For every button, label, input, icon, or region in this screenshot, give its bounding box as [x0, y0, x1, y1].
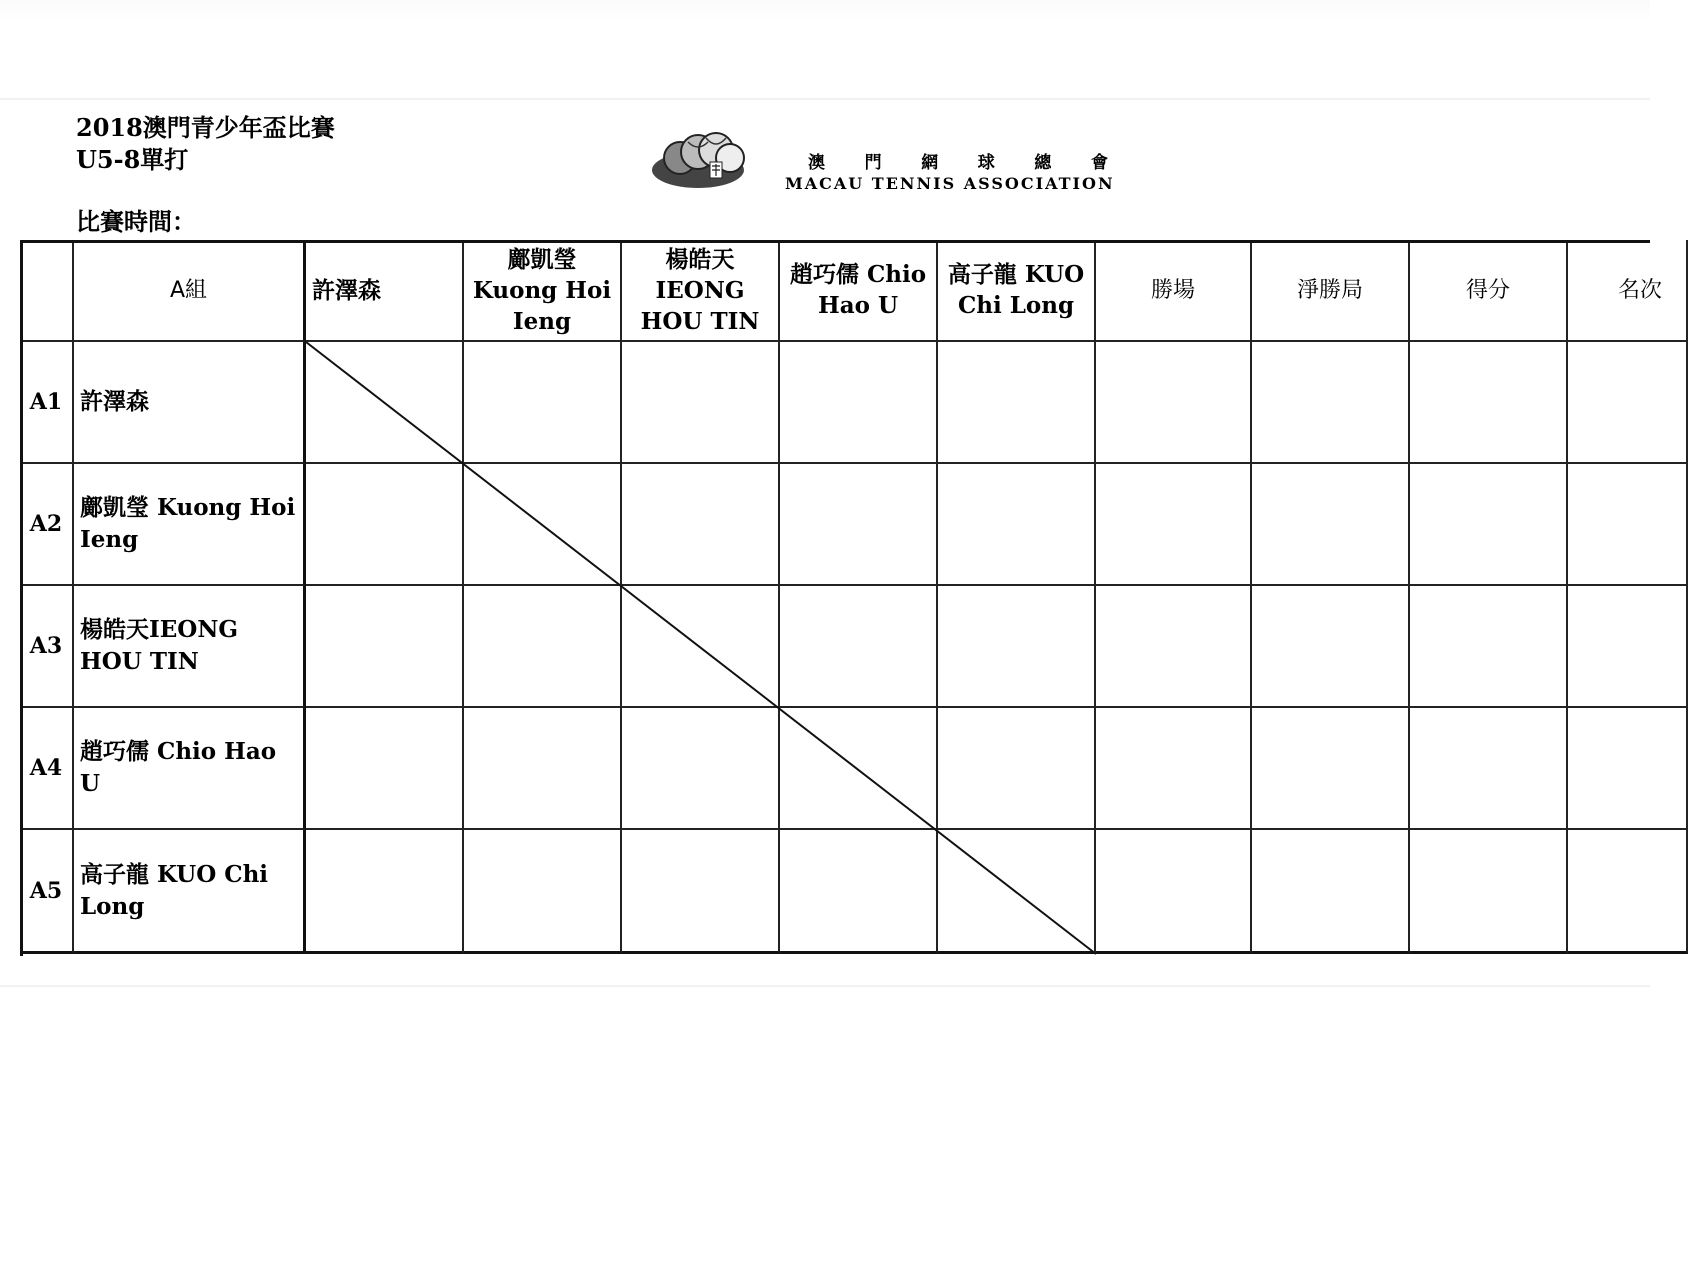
score-cell: [780, 464, 938, 586]
net-games-cell: [1252, 342, 1410, 464]
table-header-row: [20, 240, 1663, 342]
org-cn-char: 門: [864, 153, 882, 173]
round-robin-table: [20, 240, 1663, 956]
opponent-header-label: 趙巧儒 Chio Hao U: [789, 261, 927, 319]
score-cell: [306, 708, 464, 830]
summary-header-label: 勝場: [1150, 277, 1195, 303]
summary-header-net-games: [1252, 240, 1410, 342]
opponent-header-label: 許澤森: [312, 276, 381, 304]
player-name-cell: [74, 830, 306, 954]
score-cell: [622, 830, 780, 954]
org-cn-char: 會: [1090, 153, 1108, 173]
player-row-a5: [20, 830, 1650, 954]
score-cell: [622, 464, 780, 586]
opponent-header-2: [464, 240, 622, 342]
rank-cell: [1568, 586, 1688, 708]
group-label-cell: [74, 240, 306, 342]
net-games-cell: [1252, 586, 1410, 708]
tennis-balls-logo-icon: [650, 128, 750, 192]
summary-header-label: 得分: [1465, 277, 1510, 303]
net-games-cell: [1252, 830, 1410, 954]
summary-header-label: 淨勝局: [1296, 277, 1363, 303]
score-cell: [306, 342, 464, 464]
score-cell: [780, 830, 938, 954]
summary-header-label: 名次: [1618, 277, 1663, 303]
opponent-header-label: 高子龍 KUO Chi Long: [947, 261, 1085, 319]
opponent-header-4: [780, 240, 938, 342]
rank-cell: [1568, 708, 1688, 830]
score-cell: [938, 464, 1096, 586]
score-cell: [780, 586, 938, 708]
scan-line: [0, 98, 1650, 100]
score-cell: [464, 586, 622, 708]
summary-header-rank: [1568, 240, 1688, 342]
score-cell: [464, 342, 622, 464]
summary-header-points: [1410, 240, 1568, 342]
wins-cell: [1096, 708, 1252, 830]
category-title: U5-8單打: [76, 145, 189, 174]
score-cell: [780, 708, 938, 830]
points-cell: [1410, 464, 1568, 586]
rank-cell: [1568, 830, 1688, 954]
header-corner-cell: [20, 240, 74, 342]
player-id-cell: [20, 342, 74, 464]
player-name-cell: [74, 342, 306, 464]
rank-cell: [1568, 464, 1688, 586]
score-cell: [622, 708, 780, 830]
opponent-header-5: [938, 240, 1096, 342]
opponent-header-3: [622, 240, 780, 342]
rank-cell: [1568, 342, 1688, 464]
player-name: 楊皓天IEONG HOU TIN: [80, 616, 238, 675]
player-name: 趙巧儒 Chio Hao U: [80, 738, 277, 797]
match-time-label: 比賽時間：: [76, 207, 196, 236]
org-cn-char: 球: [977, 153, 995, 173]
player-id: A5: [29, 877, 63, 904]
net-games-cell: [1252, 708, 1410, 830]
score-cell: [622, 586, 780, 708]
player-name: 高子龍 KUO Chi Long: [80, 860, 269, 920]
player-row-a4: [20, 708, 1650, 830]
organization-name-cn: [808, 148, 1108, 173]
score-cell: [938, 342, 1096, 464]
points-cell: [1410, 342, 1568, 464]
player-name: 許澤森: [80, 388, 149, 415]
player-name: 鄺凱瑩 Kuong Hoi Ieng: [80, 494, 296, 553]
player-id-cell: [20, 586, 74, 708]
score-cell: [938, 586, 1096, 708]
wins-cell: [1096, 830, 1252, 954]
event-title: 2018澳門青少年盃比賽: [76, 113, 335, 142]
player-id: A3: [29, 633, 63, 659]
net-games-cell: [1252, 464, 1410, 586]
score-cell: [464, 464, 622, 586]
player-name-cell: [74, 464, 306, 586]
score-cell: [938, 708, 1096, 830]
organization-logo-block: [650, 128, 1120, 198]
player-id: A4: [29, 755, 63, 781]
document-header: [76, 112, 335, 176]
score-cell: [306, 464, 464, 586]
wins-cell: [1096, 464, 1252, 586]
wins-cell: [1096, 342, 1252, 464]
organization-name-en: MACAU TENNIS ASSOCIATION: [785, 174, 1115, 193]
score-cell: [780, 342, 938, 464]
wins-cell: [1096, 586, 1252, 708]
player-id: A2: [29, 511, 63, 537]
score-cell: [306, 830, 464, 954]
player-row-a1: [20, 342, 1650, 464]
score-cell: [938, 830, 1096, 954]
points-cell: [1410, 586, 1568, 708]
opponent-header-label: 鄺凱瑩 Kuong Hoi Ieng: [472, 245, 612, 335]
scan-edge: [0, 0, 1650, 20]
player-row-a3: [20, 586, 1650, 708]
points-cell: [1410, 830, 1568, 954]
score-cell: [464, 830, 622, 954]
points-cell: [1410, 708, 1568, 830]
scan-line: [0, 985, 1650, 987]
player-id-cell: [20, 464, 74, 586]
org-cn-char: 澳: [808, 153, 825, 173]
player-name-cell: [74, 586, 306, 708]
opponent-header-label: 楊皓天 IEONG HOU TIN: [640, 245, 760, 335]
org-cn-char: 網: [921, 153, 939, 173]
score-cell: [622, 342, 780, 464]
player-name-cell: [74, 708, 306, 830]
score-cell: [306, 586, 464, 708]
summary-header-wins: [1096, 240, 1252, 342]
score-cell: [464, 708, 622, 830]
player-row-a2: [20, 464, 1650, 586]
player-id-cell: [20, 708, 74, 830]
group-label: A組: [169, 277, 208, 303]
player-id: A1: [29, 389, 63, 415]
player-id-cell: [20, 830, 74, 954]
opponent-header-1: [306, 240, 464, 342]
org-cn-char: 總: [1034, 153, 1052, 173]
